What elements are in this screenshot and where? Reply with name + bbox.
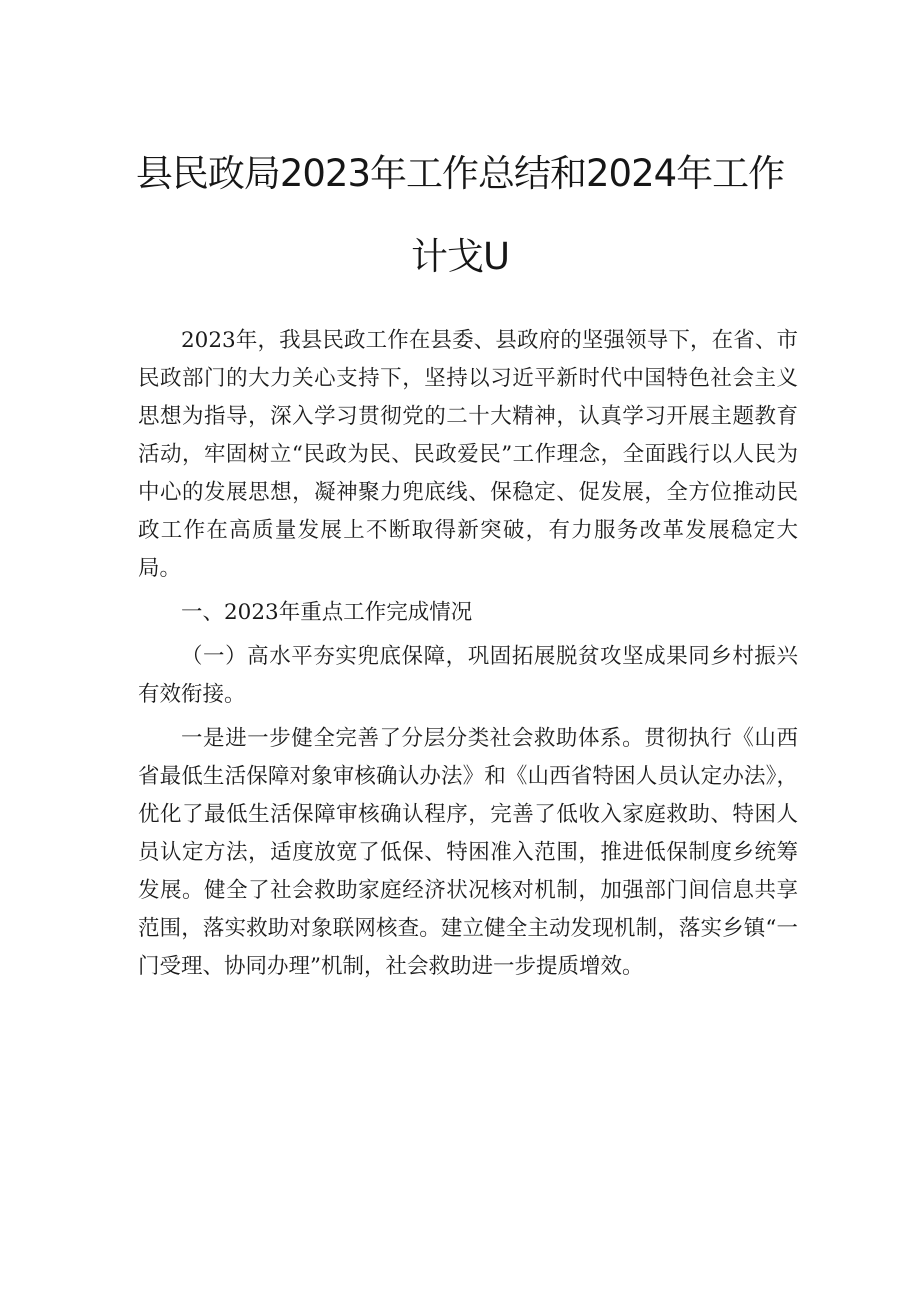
document-body xyxy=(138,322,798,992)
document-title-line-1: 县民政局2023年工作总结和2024年工作 xyxy=(135,152,785,195)
body-paragraph: 一是进一步健全完善了分层分类社会救助体系。贯彻执行《山西省最低生活保障对象审核确认办法》和《山西省特困人员认定办法》，优化了最低生活保障审核确认程序，完善了低收入家庭救助、特困人员认定方法，适度放宽了低保、特困准入范围，推进低保制度乡统筹发展。健全了社会救助家庭经济状况核对机制，加强部门间信息共享范围，落实救助对象联网核查。建立健全主动发现机制，落实乡镇“一门受理、协同办理”机制，社会救助进一步提质增效。 xyxy=(138,726,798,979)
intro-paragraph: 2023年，我县民政工作在县委、县政府的坚强领导下，在省、市民政部门的大力关心支持下，坚持以习近平新时代中国特色社会主义思想为指导，深入学习贯彻党的二十大精神，认真学习开展主题教育活动，牢固树立“民政为民、民政爱民”工作理念，全面践行以人民为中心的发展思想，凝神聚力兜底线、保稳定、促发展，全方位推动民政工作在高质量发展上不断取得新突破，有力服务改革发展稳定大局。 xyxy=(138,328,798,581)
document-title-line-2: 计戈U xyxy=(410,235,510,278)
section-heading: 一、2023年重点工作完成情况 xyxy=(181,600,473,625)
subsection-heading: （一）高水平夯实兜底保障，巩固拓展脱贫攻坚成果同乡村振兴有效衔接。 xyxy=(138,644,798,707)
